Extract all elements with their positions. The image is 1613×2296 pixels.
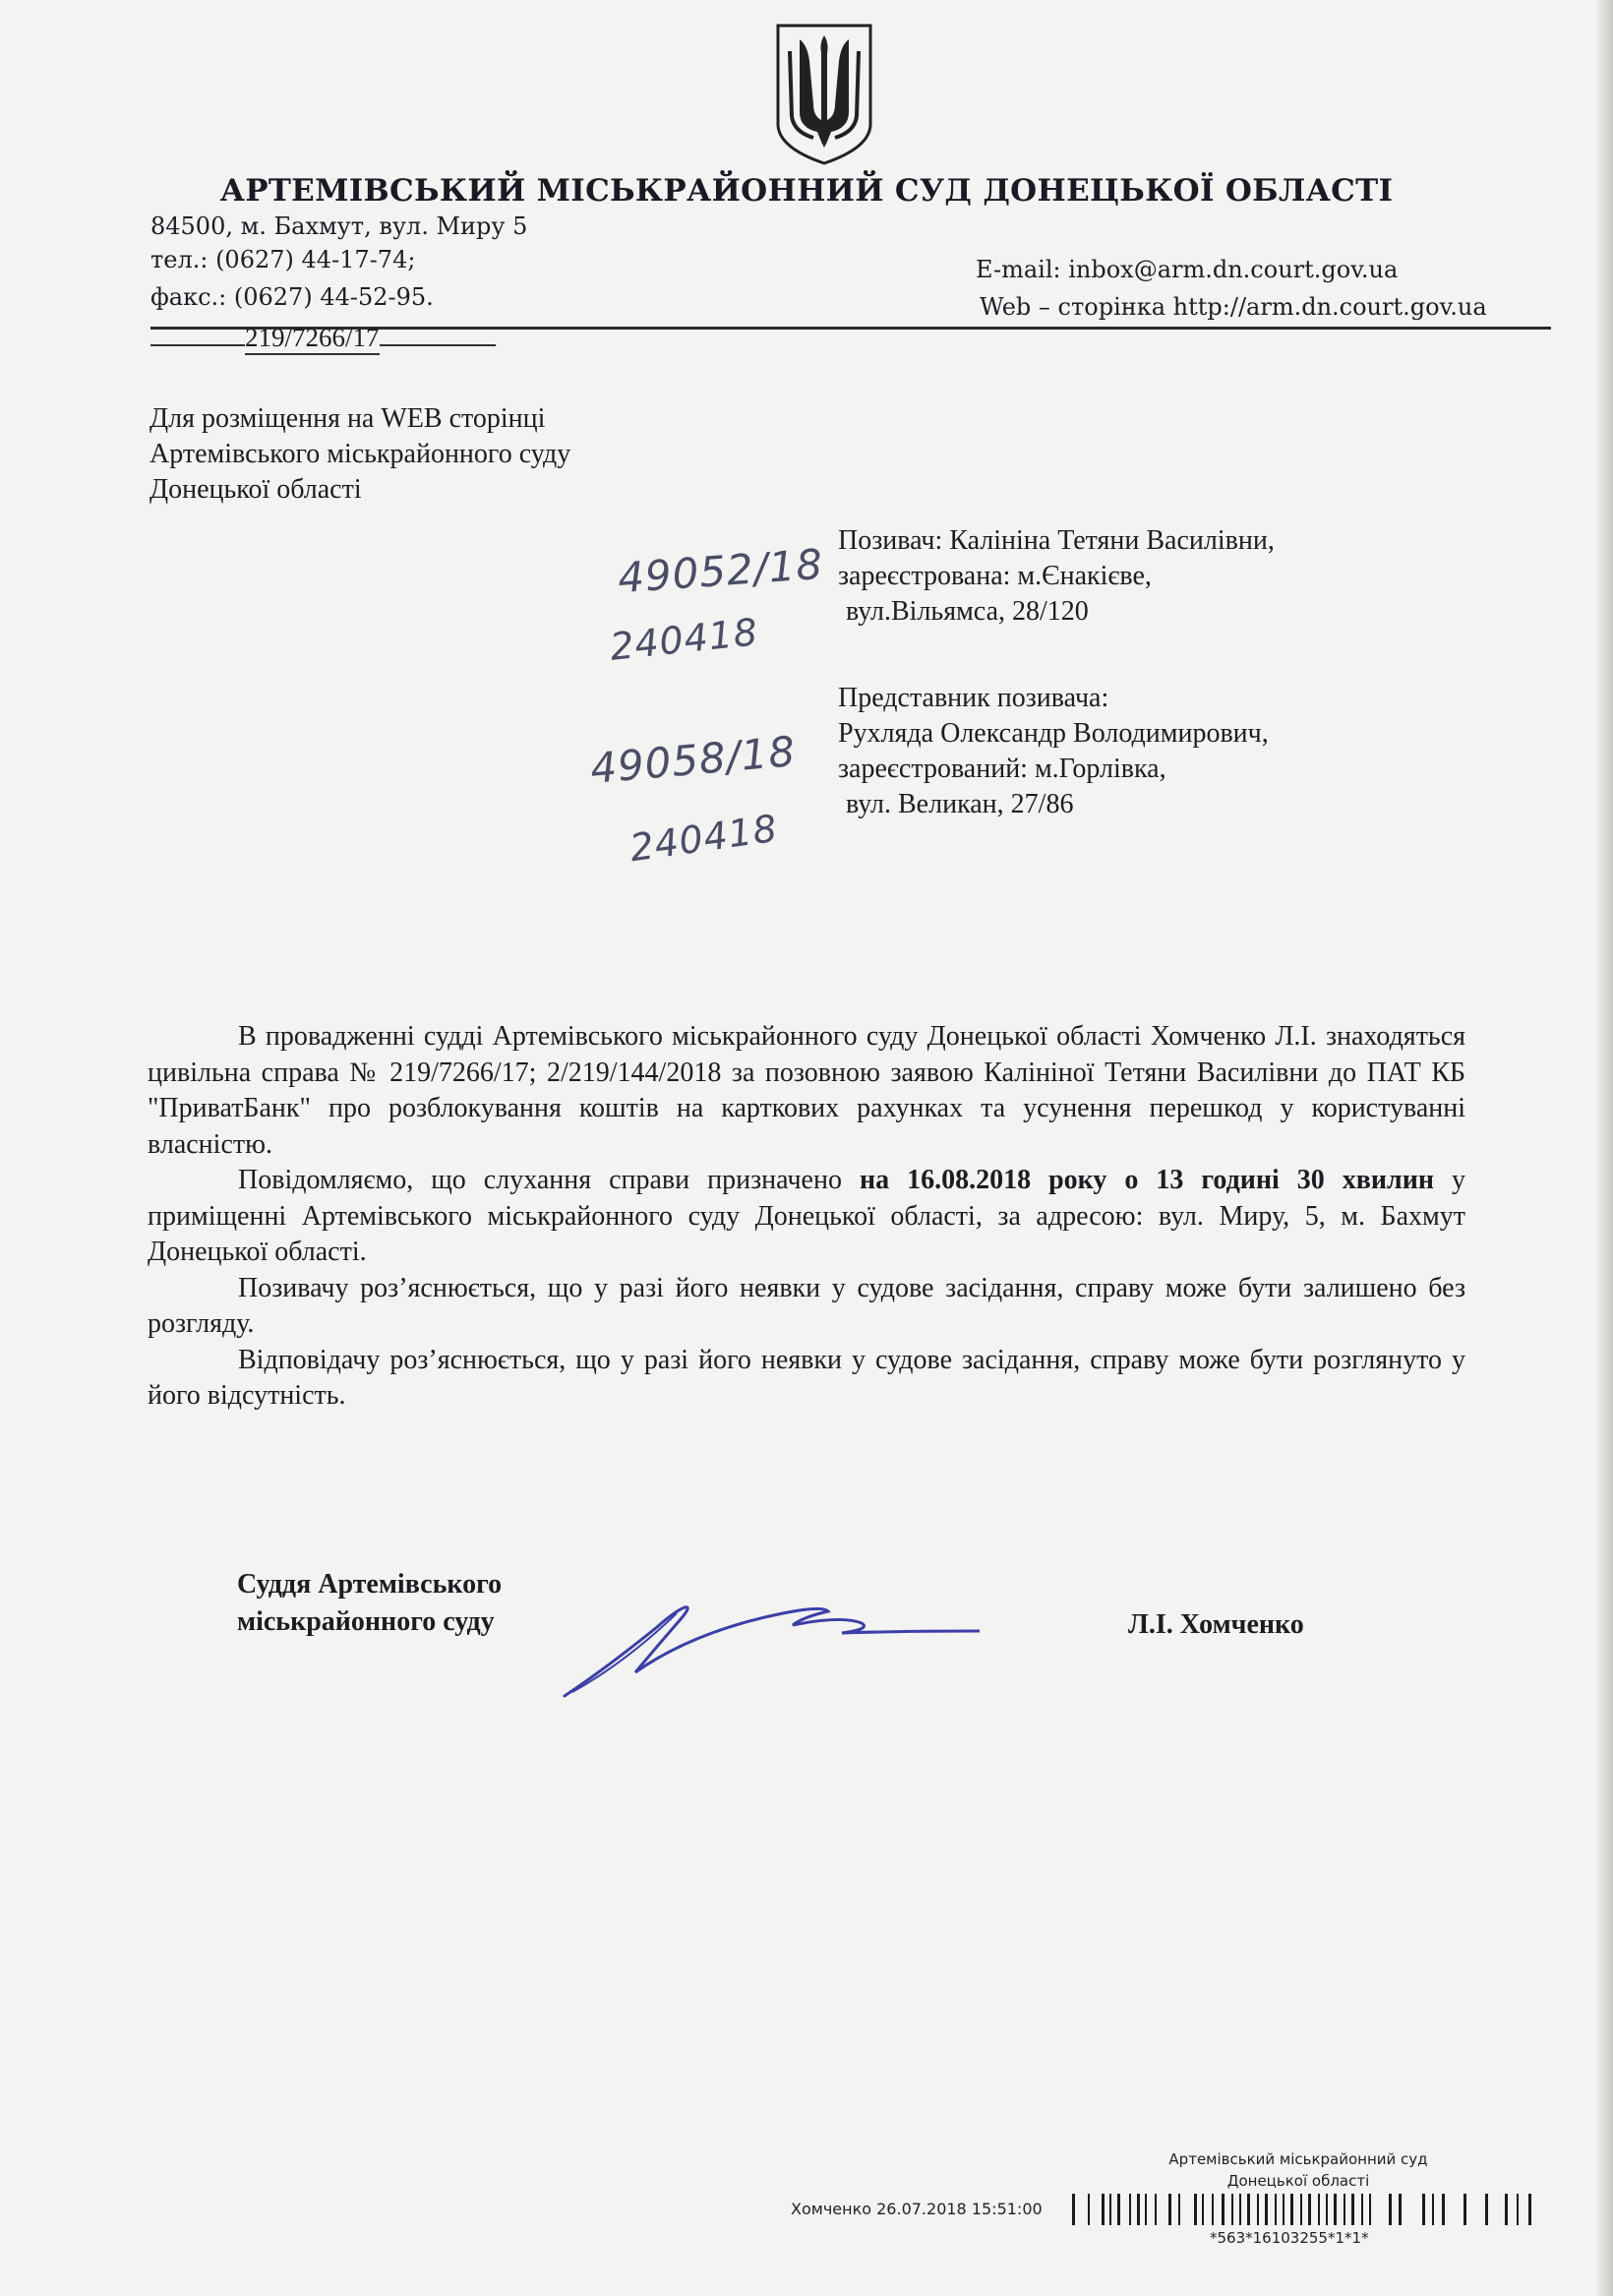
barcode-number: *563*16103255*1*1* [1210,2229,1369,2247]
plaintiff-line: Позивач: Калініна Тетяни Василівни, [838,525,1275,556]
stamp-line: Донецької області [1226,2172,1370,2190]
addressee-line: Для розміщення на WEB сторінці [149,403,546,434]
court-phone: тел.: (0627) 44-17-74; [150,246,416,273]
court-address: 84500, м. Бахмут, вул. Миру 5 [150,212,528,240]
body-text-run: у приміщенні Артемівського міськрайонного суду Донецької області, за адресою: вул. Миру, 5, м. Бахмут Донецької області. [148,1165,1466,1267]
representative-block [838,681,1269,822]
representative-line: Представник позивача: [838,683,1109,713]
judge-title-line: Суддя Артемівського [237,1569,503,1600]
page-edge-shadow [1595,0,1613,2296]
case-number: 219/7266/17 [245,323,380,355]
case-number-line [150,323,496,355]
stamp-author-date: Хомченко 26.07.2018 15:51:00 [791,2200,1043,2218]
hearing-datetime: на 16.08.2018 року о 13 годині 30 хвилин [859,1165,1435,1195]
body-paragraph [148,1163,1465,1271]
handwritten-signature-icon [547,1574,980,1712]
registry-stamp [1151,2148,1446,2192]
handwritten-note: 49058/18 [588,726,798,794]
representative-line: вул. Великан, 27/86 [846,789,1074,819]
case-number-underline-right [380,344,496,346]
court-email: E-mail: inbox@arm.dn.court.gov.ua [976,256,1399,283]
judge-title-line: міськрайонного суду [237,1606,495,1637]
representative-line: Рухляда Олександр Володимирович, [838,718,1269,749]
body-text-run: Повідомляємо, що слухання справи призначено [238,1165,860,1195]
barcode-icon [1072,2194,1538,2225]
handwritten-note: 240418 [608,610,760,669]
addressee-block [149,401,570,508]
plaintiff-line: вул.Вільямса, 28/120 [846,596,1089,627]
court-name-heading: АРТЕМІВСЬКИЙ МІСЬКРАЙОННИЙ СУД ДОНЕЦЬКОЇ ОБЛАСТІ [219,173,1394,209]
court-fax: факс.: (0627) 44-52-95. [150,283,434,311]
plaintiff-block [838,523,1275,630]
trident-emblem-icon [770,22,878,167]
judge-name: Л.І. Хомченко [1128,1609,1304,1640]
addressee-line: Артемівського міськрайонного суду [149,439,571,469]
body-paragraph: Відповідачу роз’яснюється, що у разі його неявки у судове засідання, справу може бути розглянуто у його відсутність. [148,1344,1465,1411]
body-paragraph: Позивачу роз’яснюється, що у разі його неявки у судове засідання, справу може бути залишено без розгляду. [148,1272,1465,1339]
body-paragraph: В провадженні судді Артемівського міськрайонного суду Донецької області Хомченко Л.І. знаходяться цивільна справа № 219/7266/17; 2/219/144/2018 за позовною заявою Калініної Тетяни Василівни до ПАТ КБ "ПриватБанк" про розблокування коштів на карткових рахунках та усунення перешкод у користуванні власністю. [148,1021,1465,1160]
stamp-line: Артемівський міськрайонний суд [1168,2150,1428,2168]
letter-body [148,1019,1465,1415]
court-website: Web – сторінка http://arm.dn.court.gov.ua [980,293,1487,321]
judge-title [237,1566,502,1641]
handwritten-note: 240418 [627,806,781,871]
plaintiff-line: зареєстрована: м.Єнакієве, [838,561,1152,591]
handwritten-note: 49052/18 [616,539,825,603]
addressee-line: Донецької області [149,474,362,505]
representative-line: зареєстрований: м.Горлівка, [838,754,1166,784]
case-number-underline-left [150,344,245,346]
